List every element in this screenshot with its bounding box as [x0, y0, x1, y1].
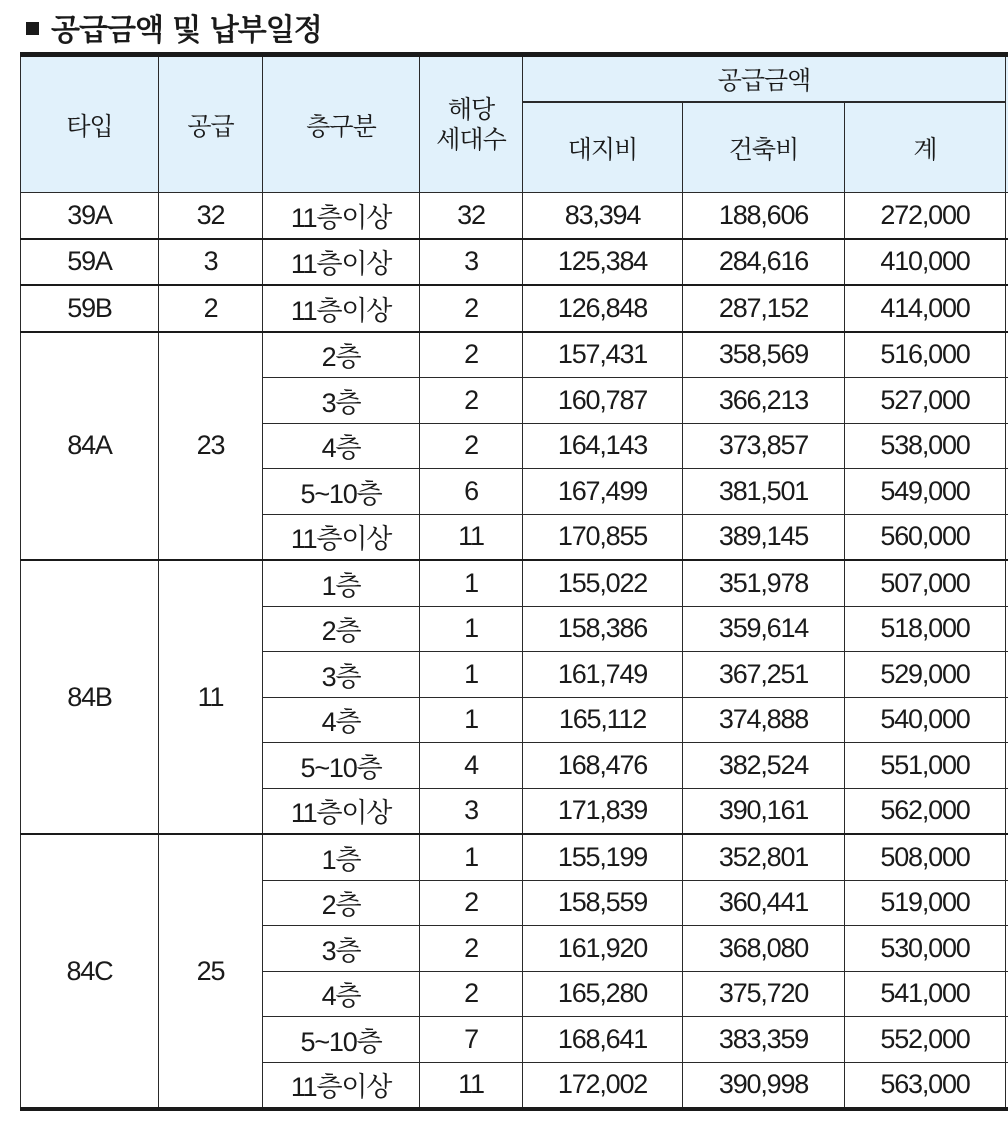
table-row	[21, 285, 1008, 332]
cell-land: 167,499	[523, 469, 683, 515]
cell-building: 366,213	[683, 378, 845, 424]
cell-building: 360,441	[683, 880, 845, 926]
cell-land: 168,641	[523, 1017, 683, 1063]
cell-supply: 3	[159, 239, 263, 286]
cell-building: 367,251	[683, 652, 845, 698]
cell-units: 11	[420, 1062, 523, 1109]
cell-total: 410,000	[845, 239, 1006, 286]
cell-floor: 11층이상	[263, 1062, 420, 1109]
cell-building: 383,359	[683, 1017, 845, 1063]
cell-floor: 1층	[263, 560, 420, 606]
cell-land: 172,002	[523, 1062, 683, 1109]
cell-floor: 4층	[263, 971, 420, 1017]
cell-total: 527,000	[845, 378, 1006, 424]
cell-land: 158,559	[523, 880, 683, 926]
cell-floor: 4층	[263, 697, 420, 743]
cell-units: 2	[420, 332, 523, 378]
cell-land: 155,022	[523, 560, 683, 606]
cell-total: 507,000	[845, 560, 1006, 606]
cell-land: 126,848	[523, 285, 683, 332]
cell-floor: 11층이상	[263, 193, 420, 239]
cell-units: 2	[420, 880, 523, 926]
cell-supply: 23	[159, 332, 263, 561]
cell-floor: 5~10층	[263, 1017, 420, 1063]
cell-type: 84B	[21, 560, 159, 834]
cell-building: 188,606	[683, 193, 845, 239]
cell-units: 2	[420, 926, 523, 972]
table-row	[21, 834, 1008, 880]
cell-type: 39A	[21, 193, 159, 239]
cell-floor: 2층	[263, 880, 420, 926]
header-units	[420, 55, 523, 193]
cell-land: 161,749	[523, 652, 683, 698]
cell-units: 3	[420, 788, 523, 834]
cell-floor: 3층	[263, 652, 420, 698]
cell-units: 1	[420, 606, 523, 652]
header-type: 타입	[21, 55, 159, 193]
header-land: 대지비	[523, 102, 683, 193]
header-units-line1: 해당	[447, 94, 495, 124]
cell-type: 84C	[21, 834, 159, 1109]
cell-building: 382,524	[683, 743, 845, 789]
cell-land: 83,394	[523, 193, 683, 239]
cell-total: 540,000	[845, 697, 1006, 743]
cell-building: 359,614	[683, 606, 845, 652]
cell-floor: 11층이상	[263, 285, 420, 332]
cell-land: 157,431	[523, 332, 683, 378]
cell-units: 1	[420, 697, 523, 743]
table-row	[21, 560, 1008, 606]
cell-building: 390,161	[683, 788, 845, 834]
cell-units: 1	[420, 560, 523, 606]
cell-building: 284,616	[683, 239, 845, 286]
cell-floor: 11층이상	[263, 514, 420, 560]
cell-supply: 11	[159, 560, 263, 834]
cell-floor: 5~10층	[263, 743, 420, 789]
header-price-group: 공급금액	[523, 55, 1006, 103]
cell-units: 7	[420, 1017, 523, 1063]
header-floor: 층구분	[263, 55, 420, 193]
cell-building: 374,888	[683, 697, 845, 743]
cell-total: 272,000	[845, 193, 1006, 239]
cell-supply: 2	[159, 285, 263, 332]
cell-supply: 32	[159, 193, 263, 239]
cell-total: 538,000	[845, 423, 1006, 469]
cell-floor: 3층	[263, 926, 420, 972]
cell-land: 168,476	[523, 743, 683, 789]
cell-floor: 1층	[263, 834, 420, 880]
cell-building: 389,145	[683, 514, 845, 560]
cell-total: 551,000	[845, 743, 1006, 789]
cell-land: 165,112	[523, 697, 683, 743]
section-heading	[26, 4, 322, 50]
cell-building: 390,998	[683, 1062, 845, 1109]
cell-floor: 11층이상	[263, 788, 420, 834]
table-row	[21, 332, 1008, 378]
cell-total: 519,000	[845, 880, 1006, 926]
cell-land: 171,839	[523, 788, 683, 834]
cell-units: 3	[420, 239, 523, 286]
cell-total: 414,000	[845, 285, 1006, 332]
cell-floor: 11층이상	[263, 239, 420, 286]
header-units-line2: 세대수	[436, 124, 506, 154]
cell-total: 530,000	[845, 926, 1006, 972]
cell-total: 529,000	[845, 652, 1006, 698]
cell-units: 32	[420, 193, 523, 239]
cell-land: 161,920	[523, 926, 683, 972]
cell-units: 6	[420, 469, 523, 515]
cell-units: 2	[420, 971, 523, 1017]
cell-units: 2	[420, 378, 523, 424]
cell-floor: 2층	[263, 606, 420, 652]
cell-total: 508,000	[845, 834, 1006, 880]
cell-total: 518,000	[845, 606, 1006, 652]
cell-type: 84A	[21, 332, 159, 561]
table-row	[21, 193, 1008, 239]
cell-land: 164,143	[523, 423, 683, 469]
cell-building: 373,857	[683, 423, 845, 469]
cell-land: 155,199	[523, 834, 683, 880]
cell-land: 160,787	[523, 378, 683, 424]
cell-building: 368,080	[683, 926, 845, 972]
cell-total: 516,000	[845, 332, 1006, 378]
cell-total: 552,000	[845, 1017, 1006, 1063]
cell-type: 59B	[21, 285, 159, 332]
cell-units: 1	[420, 834, 523, 880]
cell-land: 125,384	[523, 239, 683, 286]
cell-building: 375,720	[683, 971, 845, 1017]
cell-floor: 4층	[263, 423, 420, 469]
cell-land: 170,855	[523, 514, 683, 560]
cell-building: 287,152	[683, 285, 845, 332]
cell-building: 381,501	[683, 469, 845, 515]
cell-building: 351,978	[683, 560, 845, 606]
header-total: 계	[845, 102, 1006, 193]
cell-building: 352,801	[683, 834, 845, 880]
cell-floor: 3층	[263, 378, 420, 424]
cell-building: 358,569	[683, 332, 845, 378]
cell-units: 1	[420, 652, 523, 698]
cell-type: 59A	[21, 239, 159, 286]
cell-units: 11	[420, 514, 523, 560]
cell-total: 563,000	[845, 1062, 1006, 1109]
supply-price-table	[20, 52, 1008, 1111]
cell-floor: 2층	[263, 332, 420, 378]
cell-supply: 25	[159, 834, 263, 1109]
cell-units: 2	[420, 423, 523, 469]
cell-land: 158,386	[523, 606, 683, 652]
cell-total: 549,000	[845, 469, 1006, 515]
cell-total: 562,000	[845, 788, 1006, 834]
table-row	[21, 239, 1008, 286]
section-title: 공급금액 및 납부일정	[51, 13, 322, 48]
table-body	[21, 193, 1008, 1110]
header-supply: 공급	[159, 55, 263, 193]
square-bullet-icon	[26, 22, 39, 35]
cell-total: 541,000	[845, 971, 1006, 1017]
header-building: 건축비	[683, 102, 845, 193]
cell-units: 4	[420, 743, 523, 789]
cell-units: 2	[420, 285, 523, 332]
cell-floor: 5~10층	[263, 469, 420, 515]
cell-land: 165,280	[523, 971, 683, 1017]
cell-total: 560,000	[845, 514, 1006, 560]
